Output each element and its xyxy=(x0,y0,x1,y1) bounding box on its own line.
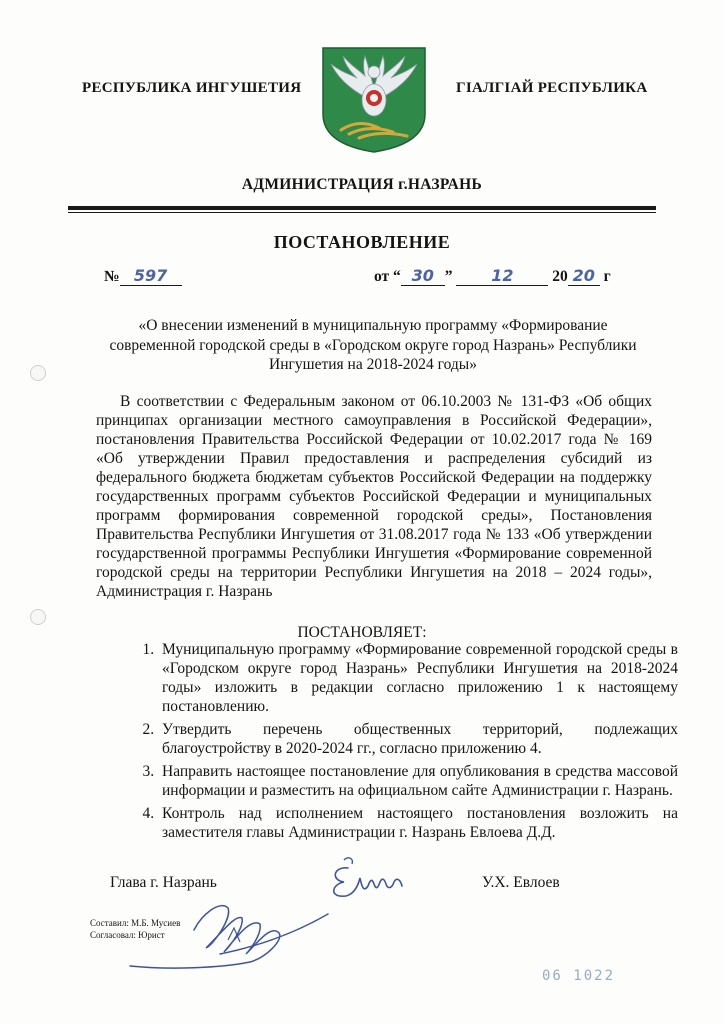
document-number-row xyxy=(104,266,182,286)
agreed-by: Согласовал: Юрист xyxy=(90,930,165,940)
date-month: 12 xyxy=(456,266,548,286)
signatory-position: Глава г. Назрань xyxy=(110,874,217,891)
administration-title: АДМИНИСТРАЦИЯ г.НАЗРАНЬ xyxy=(241,176,483,193)
date-suffix: г xyxy=(603,268,611,285)
header-divider-thin xyxy=(68,212,656,213)
document-subject: «О внесении изменений в муниципальную программу «Формирование современной городской среды в «Городском округе город Назрань» Республики Ингушетия на 2018-2024 годы» xyxy=(109,317,637,373)
decree-item: 1. Муниципальную программу «Формирование современной городской среды в «Городском округе город Назрань» Республики Ингушетия на 2018-2024 годы» изложить в редакции согласно приложению 1 к настоящему постановлению. xyxy=(158,640,678,716)
header-divider xyxy=(68,206,656,210)
signatory-name: У.Х. Евлоев xyxy=(482,874,560,891)
republic-name-ing: ГIАЛГIАЙ РЕСПУБЛИКА xyxy=(456,80,648,96)
document-number: 597 xyxy=(120,266,182,286)
decree-heading: ПОСТАНОВЛЯЕТ: xyxy=(297,624,427,641)
registration-stamp: 06 1022 xyxy=(542,968,616,984)
date-prefix: от xyxy=(374,268,390,285)
document-preamble: В соответствии с Федеральным законом от 06.10.2003 № 131-ФЗ «Об общих принципах организации местного самоуправления в Российской Федерации», постановления Правительства Российской Федерации от 10.02.2017 года № 169 «Об утверждении Правил предоставления и распределения субсидий из федерального бюджета бюджетам субъектов Российской Федерации на поддержку государственных программ субъектов Российской Федерации и муниципальных программ формирования современной городской среды», Постановления Правительства Республики Ингушетия от 31.08.2017 года № 133 «Об утверждении государственной программы Республики Ингушетия «Формирование современной городской среды на территории Республики Ингушетия на 2018 – 2024 годы», Администрация г. Назрань xyxy=(96,393,652,600)
prepared-by: Составил: М.Б. Мусиев xyxy=(90,918,181,928)
date-day: 30 xyxy=(401,266,445,286)
decree-item: 2. Утвердить перечень общественных территорий, подлежащих благоустройству в 2020-2024 гг., согласно приложению 4. xyxy=(158,720,678,758)
republic-name-ru: РЕСПУБЛИКА ИНГУШЕТИЯ xyxy=(82,80,302,96)
decree-item: 3. Направить настоящее постановление для опубликования в средства массовой информации и разместить на официальном сайте Администрации г. Назрань. xyxy=(158,762,678,800)
date-year: 20 xyxy=(568,266,600,286)
punch-hole xyxy=(30,609,46,625)
coat-of-arms-icon xyxy=(319,44,429,154)
document-type: ПОСТАНОВЛЕНИЕ xyxy=(273,232,451,252)
date-year-prefix: 20 xyxy=(552,268,568,285)
punch-hole xyxy=(30,365,46,381)
decree-item: 4. Контроль над исполнением настоящего постановления возложить на заместителя главы Администрации г. Назрань Евлоева Д.Д. xyxy=(158,804,678,842)
number-label: № xyxy=(104,268,120,285)
decree-items xyxy=(130,640,678,846)
document-date-row: от “ 30 ” 12 20 20 г xyxy=(374,266,611,285)
